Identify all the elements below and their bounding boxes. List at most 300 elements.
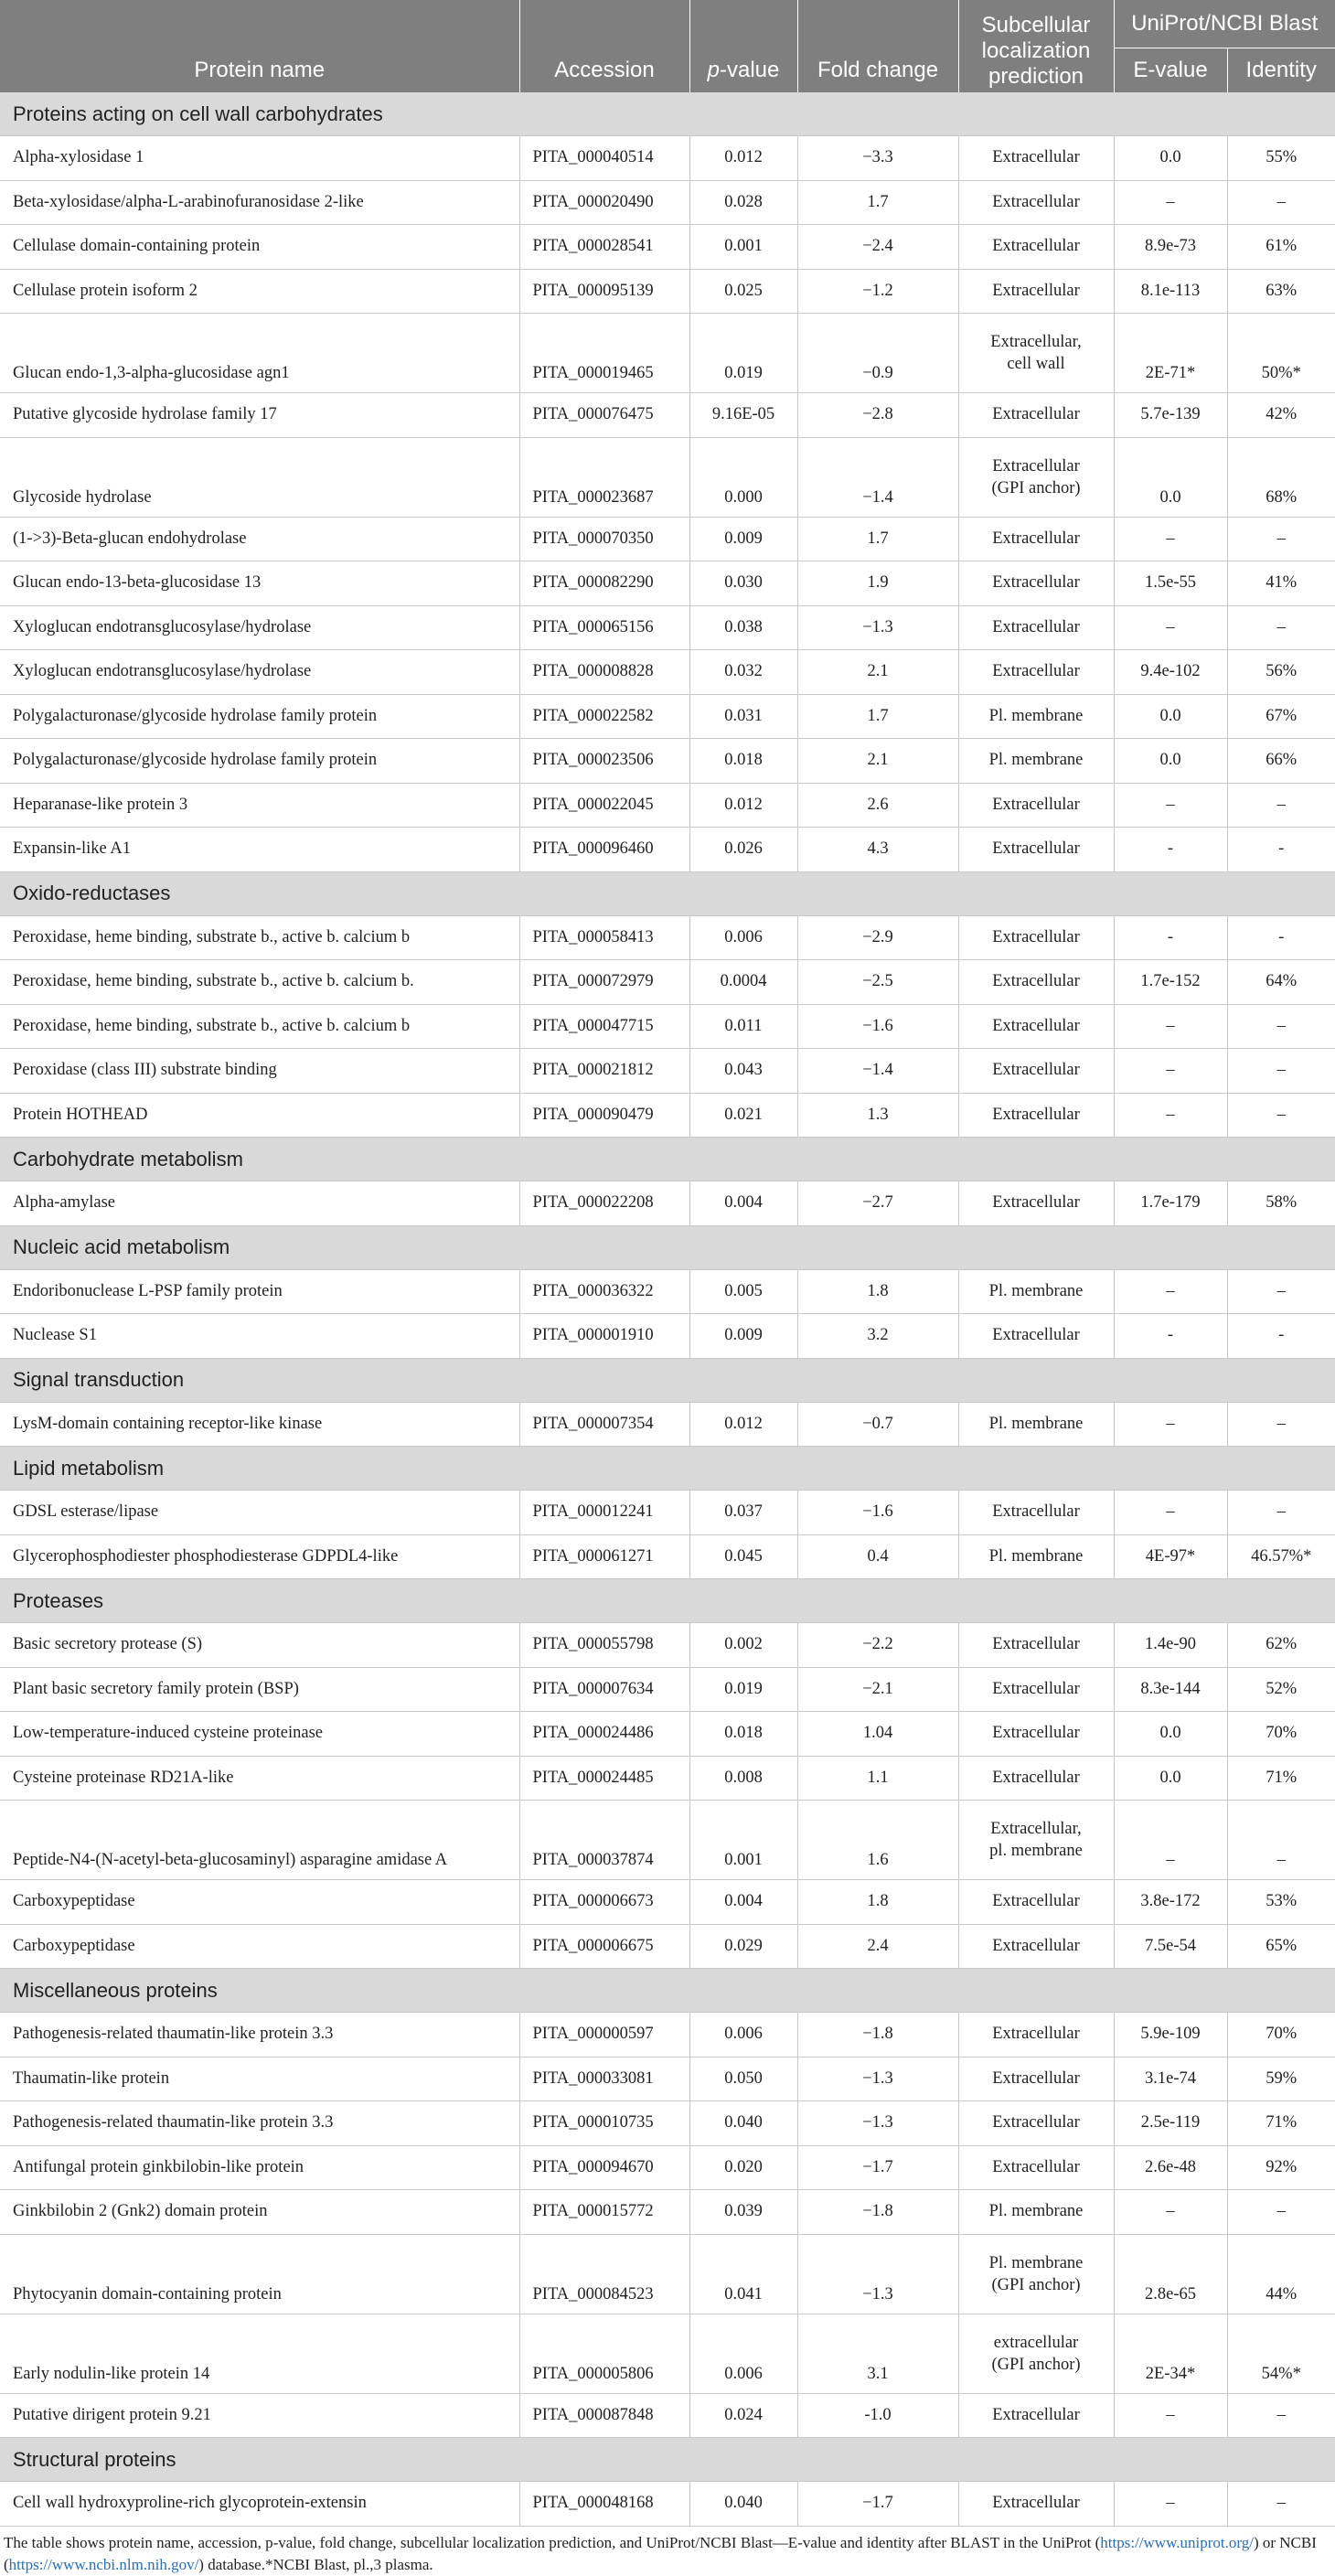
table-row bbox=[0, 1402, 1335, 1447]
category-row bbox=[0, 1358, 1335, 1402]
accession-cell: PITA_000012241 bbox=[519, 1491, 689, 1535]
accession-cell: PITA_000021812 bbox=[519, 1049, 689, 1094]
identity-cell: 65% bbox=[1227, 1924, 1335, 1969]
footnote-link-ncbi[interactable]: https://www.ncbi.nlm.nih.gov/ bbox=[8, 2555, 199, 2573]
fold-change-cell: 1.1 bbox=[797, 1756, 958, 1801]
e-value-cell: – bbox=[1114, 1093, 1227, 1138]
identity-cell: – bbox=[1227, 1004, 1335, 1049]
p-value-cell: 0.001 bbox=[689, 1801, 797, 1880]
table-row bbox=[0, 561, 1335, 606]
localization-cell: Pl. membrane bbox=[958, 694, 1114, 739]
p-value-cell: 0.000 bbox=[689, 437, 797, 517]
table-row bbox=[0, 2013, 1335, 2058]
e-value-cell: 2E-34* bbox=[1114, 2314, 1227, 2393]
identity-cell: – bbox=[1227, 2482, 1335, 2527]
protein-name-cell: Putative dirigent protein 9.21 bbox=[0, 2393, 519, 2438]
p-value-cell: 0.041 bbox=[689, 2234, 797, 2314]
p-value-cell: 0.012 bbox=[689, 1402, 797, 1447]
p-value-cell: 0.029 bbox=[689, 1924, 797, 1969]
localization-cell: Pl. membrane (GPI anchor) bbox=[958, 2234, 1114, 2314]
localization-cell: Extracellular bbox=[958, 650, 1114, 695]
category-title: Proteins acting on cell wall carbohydrates bbox=[0, 92, 1335, 136]
localization-cell: Extracellular bbox=[958, 2145, 1114, 2190]
fold-change-cell: 1.8 bbox=[797, 1269, 958, 1314]
protein-name-cell: LysM-domain containing receptor-like kinase bbox=[0, 1402, 519, 1447]
protein-name-cell: Cysteine proteinase RD21A-like bbox=[0, 1756, 519, 1801]
category-row bbox=[0, 92, 1335, 136]
protein-name-cell: Heparanase-like protein 3 bbox=[0, 783, 519, 828]
fold-change-cell: −1.4 bbox=[797, 437, 958, 517]
fold-change-cell: 1.9 bbox=[797, 561, 958, 606]
table-footnote bbox=[0, 2527, 1324, 2576]
e-value-cell: 0.0 bbox=[1114, 1712, 1227, 1757]
e-value-cell: – bbox=[1114, 2482, 1227, 2527]
accession-cell: PITA_000007354 bbox=[519, 1402, 689, 1447]
identity-cell: 67% bbox=[1227, 694, 1335, 739]
table-row bbox=[0, 605, 1335, 650]
protein-name-cell: Alpha-xylosidase 1 bbox=[0, 136, 519, 181]
table-row bbox=[0, 2393, 1335, 2438]
fold-change-cell: −2.5 bbox=[797, 960, 958, 1005]
identity-cell: - bbox=[1227, 1314, 1335, 1359]
localization-cell: Extracellular (GPI anchor) bbox=[958, 437, 1114, 517]
protein-name-cell: Cell wall hydroxyproline-rich glycoprotein-extensin bbox=[0, 2482, 519, 2527]
e-value-cell: – bbox=[1114, 180, 1227, 225]
e-value-cell: – bbox=[1114, 1049, 1227, 1094]
identity-cell: 66% bbox=[1227, 739, 1335, 784]
identity-cell: 53% bbox=[1227, 1880, 1335, 1925]
accession-cell: PITA_000007634 bbox=[519, 1667, 689, 1712]
identity-cell: 55% bbox=[1227, 136, 1335, 181]
accession-cell: PITA_000094670 bbox=[519, 2145, 689, 2190]
identity-cell: 58% bbox=[1227, 1181, 1335, 1226]
e-value-cell: – bbox=[1114, 1004, 1227, 1049]
protein-name-cell: Basic secretory protease (S) bbox=[0, 1623, 519, 1668]
identity-cell: 59% bbox=[1227, 2057, 1335, 2101]
fold-change-cell: −2.7 bbox=[797, 1181, 958, 1226]
identity-cell: 52% bbox=[1227, 1667, 1335, 1712]
accession-cell: PITA_000033081 bbox=[519, 2057, 689, 2101]
e-value-cell: 7.5e-54 bbox=[1114, 1924, 1227, 1969]
p-value-cell: 0.006 bbox=[689, 2013, 797, 2058]
e-value-cell: 8.9e-73 bbox=[1114, 225, 1227, 270]
localization-cell: Extracellular bbox=[958, 915, 1114, 960]
localization-cell: Extracellular bbox=[958, 960, 1114, 1005]
localization-cell: Extracellular bbox=[958, 1880, 1114, 1925]
p-value-cell: 0.012 bbox=[689, 783, 797, 828]
table-row bbox=[0, 1004, 1335, 1049]
p-value-cell: 0.019 bbox=[689, 314, 797, 393]
p-value-cell: 0.005 bbox=[689, 1269, 797, 1314]
accession-cell: PITA_000015772 bbox=[519, 2190, 689, 2235]
protein-name-cell: Putative glycoside hydrolase family 17 bbox=[0, 393, 519, 438]
protein-name-cell: Peroxidase, heme binding, substrate b., active b. calcium b bbox=[0, 915, 519, 960]
e-value-cell: 3.8e-172 bbox=[1114, 1880, 1227, 1925]
category-title: Lipid metabolism bbox=[0, 1447, 1335, 1491]
identity-cell: 62% bbox=[1227, 1623, 1335, 1668]
identity-cell: – bbox=[1227, 1402, 1335, 1447]
table-row bbox=[0, 269, 1335, 314]
category-row bbox=[0, 1579, 1335, 1623]
identity-cell: 68% bbox=[1227, 437, 1335, 517]
fold-change-cell: -1.0 bbox=[797, 2393, 958, 2438]
e-value-cell: 2.6e-48 bbox=[1114, 2145, 1227, 2190]
accession-cell: PITA_000090479 bbox=[519, 1093, 689, 1138]
e-value-cell: – bbox=[1114, 1402, 1227, 1447]
p-value-cell: 0.032 bbox=[689, 650, 797, 695]
identity-cell: – bbox=[1227, 517, 1335, 561]
fold-change-cell: 1.7 bbox=[797, 694, 958, 739]
identity-cell: 63% bbox=[1227, 269, 1335, 314]
localization-cell: Extracellular bbox=[958, 1049, 1114, 1094]
protein-name-cell: GDSL esterase/lipase bbox=[0, 1491, 519, 1535]
accession-cell: PITA_000055798 bbox=[519, 1623, 689, 1668]
e-value-cell: 2.5e-119 bbox=[1114, 2101, 1227, 2146]
p-value-cell: 9.16E-05 bbox=[689, 393, 797, 438]
localization-cell: Extracellular bbox=[958, 1181, 1114, 1226]
e-value-cell: – bbox=[1114, 1269, 1227, 1314]
p-value-cell: 0.026 bbox=[689, 828, 797, 872]
identity-cell: 42% bbox=[1227, 393, 1335, 438]
identity-cell: – bbox=[1227, 1049, 1335, 1094]
table-row bbox=[0, 1181, 1335, 1226]
accession-cell: PITA_000022045 bbox=[519, 783, 689, 828]
header-localization: Subcellular localization prediction bbox=[958, 0, 1114, 92]
protein-name-cell: Glucan endo-13-beta-glucosidase 13 bbox=[0, 561, 519, 606]
fold-change-cell: −3.3 bbox=[797, 136, 958, 181]
fold-change-cell: −2.4 bbox=[797, 225, 958, 270]
accession-cell: PITA_000008828 bbox=[519, 650, 689, 695]
localization-cell: Pl. membrane bbox=[958, 1269, 1114, 1314]
fold-change-cell: −1.3 bbox=[797, 2234, 958, 2314]
table-row bbox=[0, 1491, 1335, 1535]
table-row bbox=[0, 1667, 1335, 1712]
identity-cell: 44% bbox=[1227, 2234, 1335, 2314]
identity-cell: 71% bbox=[1227, 1756, 1335, 1801]
table-row bbox=[0, 393, 1335, 438]
protein-name-cell: Alpha-amylase bbox=[0, 1181, 519, 1226]
accession-cell: PITA_000001910 bbox=[519, 1314, 689, 1359]
fold-change-cell: 4.3 bbox=[797, 828, 958, 872]
category-row bbox=[0, 1969, 1335, 2013]
p-value-cell: 0.001 bbox=[689, 225, 797, 270]
table-header bbox=[0, 0, 1335, 92]
fold-change-cell: −2.9 bbox=[797, 915, 958, 960]
accession-cell: PITA_000065156 bbox=[519, 605, 689, 650]
table-row bbox=[0, 694, 1335, 739]
p-value-cell: 0.004 bbox=[689, 1880, 797, 1925]
table-row bbox=[0, 314, 1335, 393]
p-value-cell: 0.025 bbox=[689, 269, 797, 314]
p-value-cell: 0.006 bbox=[689, 915, 797, 960]
table-row bbox=[0, 2314, 1335, 2393]
fold-change-cell: 1.7 bbox=[797, 180, 958, 225]
accession-cell: PITA_000095139 bbox=[519, 269, 689, 314]
table-row bbox=[0, 2482, 1335, 2527]
localization-cell: Extracellular bbox=[958, 1491, 1114, 1535]
identity-cell: 70% bbox=[1227, 2013, 1335, 2058]
identity-cell: – bbox=[1227, 180, 1335, 225]
p-value-cell: 0.002 bbox=[689, 1623, 797, 1668]
e-value-cell: – bbox=[1114, 2190, 1227, 2235]
accession-cell: PITA_000087848 bbox=[519, 2393, 689, 2438]
category-title: Proteases bbox=[0, 1579, 1335, 1623]
table-row bbox=[0, 960, 1335, 1005]
protein-name-cell: Protein HOTHEAD bbox=[0, 1093, 519, 1138]
fold-change-cell: 2.6 bbox=[797, 783, 958, 828]
e-value-cell: 1.5e-55 bbox=[1114, 561, 1227, 606]
fold-change-cell: −1.3 bbox=[797, 605, 958, 650]
p-value-cell: 0.019 bbox=[689, 1667, 797, 1712]
localization-cell: Pl. membrane bbox=[958, 739, 1114, 784]
table-row bbox=[0, 650, 1335, 695]
accession-cell: PITA_000048168 bbox=[519, 2482, 689, 2527]
p-value-cell: 0.009 bbox=[689, 517, 797, 561]
table-row bbox=[0, 828, 1335, 872]
e-value-cell: 0.0 bbox=[1114, 739, 1227, 784]
fold-change-cell: −1.8 bbox=[797, 2013, 958, 2058]
e-value-cell: 0.0 bbox=[1114, 694, 1227, 739]
identity-cell: - bbox=[1227, 915, 1335, 960]
p-value-cell: 0.008 bbox=[689, 1756, 797, 1801]
localization-cell: Extracellular bbox=[958, 2482, 1114, 2527]
table-row bbox=[0, 783, 1335, 828]
protein-name-cell: Glycoside hydrolase bbox=[0, 437, 519, 517]
accession-cell: PITA_000024486 bbox=[519, 1712, 689, 1757]
protein-name-cell: Pathogenesis-related thaumatin-like protein 3.3 bbox=[0, 2013, 519, 2058]
fold-change-cell: 1.8 bbox=[797, 1880, 958, 1925]
localization-cell: Extracellular bbox=[958, 2057, 1114, 2101]
e-value-cell: 0.0 bbox=[1114, 1756, 1227, 1801]
protein-name-cell: Plant basic secretory family protein (BSP) bbox=[0, 1667, 519, 1712]
category-row bbox=[0, 871, 1335, 915]
protein-name-cell: Phytocyanin domain-containing protein bbox=[0, 2234, 519, 2314]
localization-cell: Extracellular bbox=[958, 561, 1114, 606]
accession-cell: PITA_000072979 bbox=[519, 960, 689, 1005]
fold-change-cell: −2.8 bbox=[797, 393, 958, 438]
accession-cell: PITA_000036322 bbox=[519, 1269, 689, 1314]
table-row bbox=[0, 1756, 1335, 1801]
fold-change-cell: 3.1 bbox=[797, 2314, 958, 2393]
p-value-cell: 0.050 bbox=[689, 2057, 797, 2101]
footnote-text-1: The table shows protein name, accession, p-value, fold change, subcellular localization prediction, and UniProt/NCBI Blast—E-value and identity after BLAST in the UniProt ( bbox=[4, 2533, 1101, 2551]
p-value-cell: 0.0004 bbox=[689, 960, 797, 1005]
table-body bbox=[0, 92, 1335, 2526]
accession-cell: PITA_000022582 bbox=[519, 694, 689, 739]
table-row bbox=[0, 437, 1335, 517]
e-value-cell: 2E-71* bbox=[1114, 314, 1227, 393]
p-value-cell: 0.038 bbox=[689, 605, 797, 650]
p-value-cell: 0.024 bbox=[689, 2393, 797, 2438]
protein-name-cell: (1->3)-Beta-glucan endohydrolase bbox=[0, 517, 519, 561]
identity-cell: – bbox=[1227, 2393, 1335, 2438]
table-row bbox=[0, 136, 1335, 181]
accession-cell: PITA_000047715 bbox=[519, 1004, 689, 1049]
accession-cell: PITA_000020490 bbox=[519, 180, 689, 225]
localization-cell: Extracellular bbox=[958, 1623, 1114, 1668]
identity-cell: – bbox=[1227, 783, 1335, 828]
e-value-cell: 5.7e-139 bbox=[1114, 393, 1227, 438]
table-row bbox=[0, 2057, 1335, 2101]
identity-cell: 71% bbox=[1227, 2101, 1335, 2146]
localization-cell: Extracellular bbox=[958, 828, 1114, 872]
accession-cell: PITA_000058413 bbox=[519, 915, 689, 960]
p-value-cell: 0.018 bbox=[689, 739, 797, 784]
p-value-cell: 0.040 bbox=[689, 2482, 797, 2527]
accession-cell: PITA_000082290 bbox=[519, 561, 689, 606]
e-value-cell: – bbox=[1114, 1801, 1227, 1880]
accession-cell: PITA_000024485 bbox=[519, 1756, 689, 1801]
fold-change-cell: 1.6 bbox=[797, 1801, 958, 1880]
localization-cell: Extracellular bbox=[958, 269, 1114, 314]
table-row bbox=[0, 2145, 1335, 2190]
protein-name-cell: Cellulase protein isoform 2 bbox=[0, 269, 519, 314]
localization-cell: Extracellular bbox=[958, 1756, 1114, 1801]
e-value-cell: - bbox=[1114, 828, 1227, 872]
localization-cell: Extracellular bbox=[958, 783, 1114, 828]
e-value-cell: 8.3e-144 bbox=[1114, 1667, 1227, 1712]
e-value-cell: 0.0 bbox=[1114, 437, 1227, 517]
protein-name-cell: Thaumatin-like protein bbox=[0, 2057, 519, 2101]
p-value-cell: 0.031 bbox=[689, 694, 797, 739]
fold-change-cell: −2.2 bbox=[797, 1623, 958, 1668]
fold-change-cell: −1.7 bbox=[797, 2482, 958, 2527]
identity-cell: 64% bbox=[1227, 960, 1335, 1005]
accession-cell: PITA_000000597 bbox=[519, 2013, 689, 2058]
header-p-value bbox=[689, 0, 797, 92]
header-p-value-rest: -value bbox=[719, 58, 780, 82]
protein-name-cell: Glucan endo-1,3-alpha-glucosidase agn1 bbox=[0, 314, 519, 393]
protein-name-cell: Cellulase domain-containing protein bbox=[0, 225, 519, 270]
fold-change-cell: 0.4 bbox=[797, 1534, 958, 1579]
accession-cell: PITA_000040514 bbox=[519, 136, 689, 181]
table-row bbox=[0, 1623, 1335, 1668]
identity-cell: - bbox=[1227, 828, 1335, 872]
accession-cell: PITA_000006673 bbox=[519, 1880, 689, 1925]
e-value-cell: – bbox=[1114, 783, 1227, 828]
protein-name-cell: Peroxidase (class III) substrate binding bbox=[0, 1049, 519, 1094]
fold-change-cell: 2.1 bbox=[797, 739, 958, 784]
p-value-cell: 0.012 bbox=[689, 136, 797, 181]
accession-cell: PITA_000006675 bbox=[519, 1924, 689, 1969]
e-value-cell: – bbox=[1114, 2393, 1227, 2438]
accession-cell: PITA_000096460 bbox=[519, 828, 689, 872]
identity-cell: 50%* bbox=[1227, 314, 1335, 393]
table-row bbox=[0, 1314, 1335, 1359]
fold-change-cell: 3.2 bbox=[797, 1314, 958, 1359]
localization-cell: Extracellular, cell wall bbox=[958, 314, 1114, 393]
protein-name-cell: Polygalacturonase/glycoside hydrolase family protein bbox=[0, 739, 519, 784]
header-fold-change: Fold change bbox=[797, 0, 958, 92]
table-row bbox=[0, 1049, 1335, 1094]
p-value-cell: 0.020 bbox=[689, 2145, 797, 2190]
e-value-cell: – bbox=[1114, 605, 1227, 650]
fold-change-cell: −2.1 bbox=[797, 1667, 958, 1712]
category-row bbox=[0, 2438, 1335, 2482]
localization-cell: Extracellular bbox=[958, 136, 1114, 181]
localization-cell: Extracellular bbox=[958, 1924, 1114, 1969]
localization-cell: Extracellular bbox=[958, 2101, 1114, 2146]
e-value-cell: 3.1e-74 bbox=[1114, 2057, 1227, 2101]
e-value-cell: 8.1e-113 bbox=[1114, 269, 1227, 314]
footnote-link-uniprot[interactable]: https://www.uniprot.org/ bbox=[1100, 2533, 1254, 2551]
identity-cell: – bbox=[1227, 605, 1335, 650]
e-value-cell: 1.7e-152 bbox=[1114, 960, 1227, 1005]
e-value-cell: - bbox=[1114, 1314, 1227, 1359]
p-value-cell: 0.011 bbox=[689, 1004, 797, 1049]
fold-change-cell: −1.3 bbox=[797, 2057, 958, 2101]
protein-name-cell: Endoribonuclease L-PSP family protein bbox=[0, 1269, 519, 1314]
localization-cell: Extracellular bbox=[958, 517, 1114, 561]
localization-cell: Extracellular bbox=[958, 1314, 1114, 1359]
fold-change-cell: 2.4 bbox=[797, 1924, 958, 1969]
protein-name-cell: Antifungal protein ginkbilobin-like protein bbox=[0, 2145, 519, 2190]
e-value-cell: 2.8e-65 bbox=[1114, 2234, 1227, 2314]
header-blast-group: UniProt/NCBI Blast bbox=[1114, 0, 1335, 48]
protein-name-cell: Beta-xylosidase/alpha-L-arabinofuranosidase 2-like bbox=[0, 180, 519, 225]
protein-name-cell: Carboxypeptidase bbox=[0, 1924, 519, 1969]
localization-cell: Extracellular bbox=[958, 1004, 1114, 1049]
accession-cell: PITA_000037874 bbox=[519, 1801, 689, 1880]
identity-cell: – bbox=[1227, 1093, 1335, 1138]
header-identity: Identity bbox=[1227, 48, 1335, 93]
table-row bbox=[0, 517, 1335, 561]
identity-cell: – bbox=[1227, 1801, 1335, 1880]
protein-name-cell: Xyloglucan endotransglucosylase/hydrolase bbox=[0, 605, 519, 650]
fold-change-cell: −1.4 bbox=[797, 1049, 958, 1094]
accession-cell: PITA_000023687 bbox=[519, 437, 689, 517]
fold-change-cell: −1.6 bbox=[797, 1491, 958, 1535]
accession-cell: PITA_000084523 bbox=[519, 2234, 689, 2314]
table-row bbox=[0, 225, 1335, 270]
accession-cell: PITA_000028541 bbox=[519, 225, 689, 270]
category-row bbox=[0, 1138, 1335, 1181]
header-accession: Accession bbox=[519, 0, 689, 92]
accession-cell: PITA_000019465 bbox=[519, 314, 689, 393]
fold-change-cell: −0.9 bbox=[797, 314, 958, 393]
protein-name-cell: Peptide-N4-(N-acetyl-beta-glucosaminyl) asparagine amidase A bbox=[0, 1801, 519, 1880]
protein-name-cell: Glycerophosphodiester phosphodiesterase GDPDL4-like bbox=[0, 1534, 519, 1579]
e-value-cell: 4E-97* bbox=[1114, 1534, 1227, 1579]
table-row bbox=[0, 1534, 1335, 1579]
p-value-cell: 0.004 bbox=[689, 1181, 797, 1226]
fold-change-cell: −1.2 bbox=[797, 269, 958, 314]
e-value-cell: – bbox=[1114, 517, 1227, 561]
protein-name-cell: Low-temperature-induced cysteine proteinase bbox=[0, 1712, 519, 1757]
localization-cell: extracellular (GPI anchor) bbox=[958, 2314, 1114, 2393]
footnote-text-2: ) or NCBI ( bbox=[4, 2533, 1317, 2573]
localization-cell: Extracellular bbox=[958, 393, 1114, 438]
e-value-cell: 0.0 bbox=[1114, 136, 1227, 181]
identity-cell: 56% bbox=[1227, 650, 1335, 695]
p-value-cell: 0.037 bbox=[689, 1491, 797, 1535]
identity-cell: – bbox=[1227, 1491, 1335, 1535]
accession-cell: PITA_000070350 bbox=[519, 517, 689, 561]
fold-change-cell: −0.7 bbox=[797, 1402, 958, 1447]
p-value-cell: 0.040 bbox=[689, 2101, 797, 2146]
header-e-value: E-value bbox=[1114, 48, 1227, 93]
protein-name-cell: Peroxidase, heme binding, substrate b., active b. calcium b. bbox=[0, 960, 519, 1005]
accession-cell: PITA_000023506 bbox=[519, 739, 689, 784]
table-row bbox=[0, 2101, 1335, 2146]
p-value-cell: 0.039 bbox=[689, 2190, 797, 2235]
accession-cell: PITA_000076475 bbox=[519, 393, 689, 438]
table-row bbox=[0, 2234, 1335, 2314]
p-value-cell: 0.043 bbox=[689, 1049, 797, 1094]
table-row bbox=[0, 1712, 1335, 1757]
table-row bbox=[0, 1269, 1335, 1314]
identity-cell: 61% bbox=[1227, 225, 1335, 270]
